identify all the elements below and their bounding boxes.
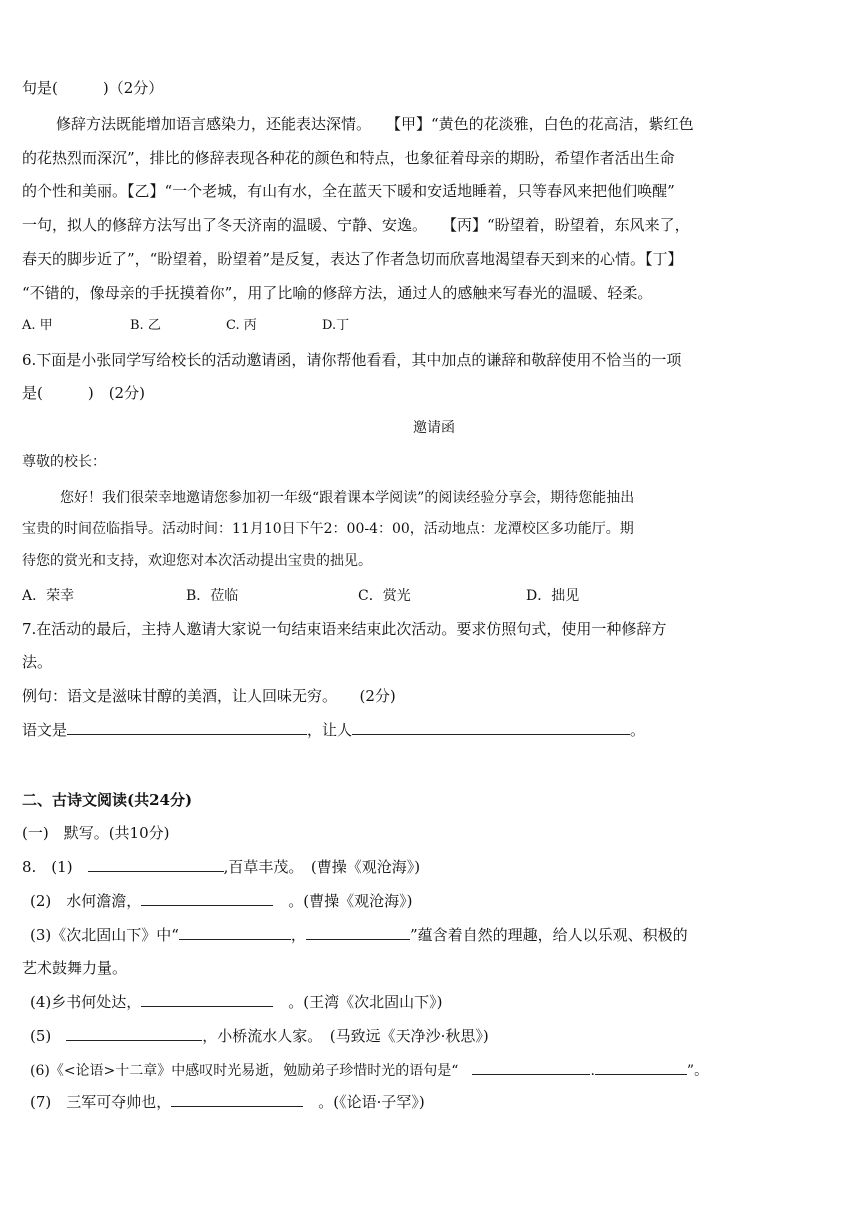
q8-text: ”。 [686, 1063, 709, 1079]
answer-blank[interactable] [67, 720, 307, 735]
q5-para-line: 修辞方法既能增加语言感染力，还能表达深情。 【甲】“黄色的花淡雅，白色的花高洁，紫红色 [56, 115, 694, 133]
answer-blank[interactable] [472, 1060, 590, 1075]
letter-title: 邀请函 [413, 420, 455, 436]
q8-text: ”蕴含着自然的理趣，给人以乐观、积极的 [409, 926, 688, 944]
q8-text: ，小桥流水人家。 (马致远《天净沙·秋思》) [202, 1027, 489, 1045]
answer-blank[interactable] [352, 720, 630, 735]
answer-blank[interactable] [179, 925, 291, 940]
letter-body-line: 宝贵的时间莅临指导。活动时间：11月10日下午2：00-4：00，活动地点：龙潭校区多功能厅。期 [22, 521, 634, 537]
q7-answer-line [22, 720, 645, 740]
q5-para-line: 春天的脚步近了”，“盼望着，盼望着”是反复，表达了作者急切而欣喜地渴望春天到来的心情。【丁】 [22, 250, 683, 268]
q8-item-2 [30, 891, 412, 911]
q7-answer-prefix: 语文是 [22, 721, 68, 739]
q7-stem: 法。 [22, 653, 53, 671]
option-b[interactable]: B．莅临 [186, 588, 239, 604]
q5-para-line: 的花热烈而深沉”，排比的修辞表现各种花的颜色和特点，也象征着母亲的期盼，希望作者活出生命 [22, 149, 675, 167]
q5-para-line: 的个性和美丽。【乙】“一个老城，有山有水，全在蓝天下暖和安适地睡着，只等春风来把他们唤醒” [22, 182, 675, 200]
q8-text: ,百草丰茂。 (曹操《观沧海》) [223, 858, 421, 876]
q8-label: 8. (1) [22, 858, 73, 876]
q5-para-line: “不错的，像母亲的手抚摸着你”，用了比喻的修辞方法，通过人的感触来写春光的温暖、轻柔。 [22, 284, 653, 302]
q8-text: 。(《论语·子罕》) [318, 1093, 425, 1111]
q8-text: 。(王湾《次北固山下》) [288, 993, 443, 1011]
q5-options [22, 316, 349, 336]
answer-blank[interactable] [66, 1026, 202, 1041]
answer-blank[interactable] [595, 1060, 687, 1075]
q8-item-3-cont: 艺术鼓舞力量。 [22, 959, 128, 977]
option-d[interactable]: D．拙见 [526, 588, 580, 604]
option-d[interactable]: D.丁 [322, 318, 350, 333]
q8-text: (7) 三军可夺帅也， [30, 1093, 172, 1111]
q6-stem: 是( ) (2分) [22, 384, 145, 402]
q8-text: (5) [30, 1027, 52, 1045]
option-b[interactable]: B. 乙 [130, 318, 161, 333]
q8-text: ， [290, 926, 306, 944]
q8-text: . [590, 1063, 595, 1079]
option-a[interactable]: A. 甲 [22, 318, 53, 333]
q7-stem: 7.在活动的最后，主持人邀请大家说一句结束语来结束此次活动。要求仿照句式，使用一种修辞方 [22, 620, 667, 638]
option-c[interactable]: C．赏光 [358, 588, 411, 604]
q8-item-5 [30, 1026, 489, 1046]
section-title: 二、古诗文阅读(共24分) [22, 791, 193, 809]
answer-blank[interactable] [88, 857, 224, 872]
option-c[interactable]: C. 丙 [226, 318, 257, 333]
q8-item-3 [30, 925, 688, 945]
q8-item-4 [30, 992, 442, 1012]
section-subtitle: (一) 默写。(共10分) [22, 824, 170, 842]
q6-options [22, 586, 579, 606]
q8-text: (3)《次北固山下》中“ [30, 926, 179, 944]
letter-salutation: 尊敬的校长： [22, 454, 106, 470]
letter-body-line: 您好！我们很荣幸地邀请您参加初一年级“跟着课本学阅读”的阅读经验分享会，期待您能抽出 [60, 490, 635, 506]
option-a[interactable]: A．荣幸 [22, 588, 75, 604]
answer-blank[interactable] [171, 1092, 303, 1107]
q5-para-line: 一句，拟人的修辞方法写出了冬天济南的温暖、宁静、安逸。 【丙】“盼望着，盼望着，东风来了， [22, 216, 690, 234]
q8-text: 。(曹操《观沧海》) [288, 892, 413, 910]
q8-text: (4)乡书何处达， [30, 993, 142, 1011]
q8-item-6 [30, 1060, 708, 1081]
q6-stem: 6.下面是小张同学写给校长的活动邀请函，请你帮他看看，其中加点的谦辞和敬辞使用不恰当的一项 [22, 351, 682, 369]
answer-blank[interactable] [141, 992, 273, 1007]
answer-blank[interactable] [306, 925, 410, 940]
answer-blank[interactable] [141, 891, 273, 906]
q5-tail: 句是( )（2分） [22, 79, 164, 97]
q7-answer-mid: ，让人 [307, 721, 353, 739]
q7-example: 例句：语文是滋味甘醇的美酒，让人回味无穷。 (2分) [22, 687, 396, 705]
q7-answer-end: 。 [630, 721, 646, 739]
q8-text: (6)《<论语>十二章》中感叹时光易逝，勉励弟子珍惜时光的语句是“ [30, 1063, 459, 1079]
letter-body-line: 待您的赏光和支持，欢迎您对本次活动提出宝贵的拙见。 [22, 553, 372, 569]
q8-text: (2) 水何澹澹， [30, 892, 142, 910]
q8-item-7 [30, 1092, 425, 1112]
q8-item-1 [22, 857, 420, 877]
